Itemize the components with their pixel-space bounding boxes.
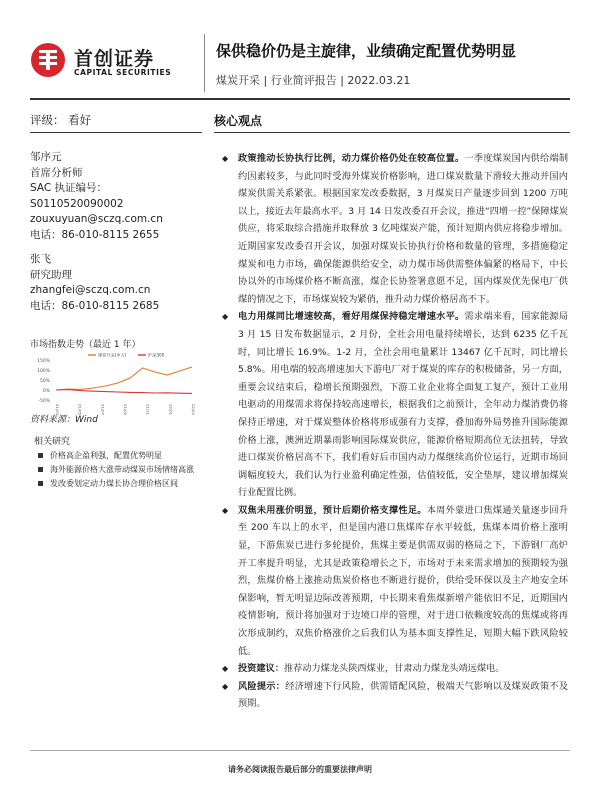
subtitle-industry: 煤炭开采: [216, 74, 260, 87]
analyst-phone: 电话：86-010-8115 2655: [30, 228, 160, 241]
analyst-email: zouxuyuan@sczq.com.cn: [30, 213, 163, 225]
right-rule: [214, 132, 570, 133]
core-views-body: [224, 150, 568, 713]
paragraph-policy: [224, 150, 568, 308]
paragraph-lead: 风险提示：: [238, 680, 286, 692]
x-tick-label: 22/01: [168, 404, 174, 415]
related-item[interactable]: 价格高企盈利强，配置优势明显: [38, 450, 203, 462]
paragraph-text: 本周外蒙进口焦煤通关量逐步回升至 200 车以上的水平，但是国内港口焦煤库存水平较低，焦煤本周价格上涨明显，下游焦炭已进行多轮提价，焦煤主要是供需双弱的格局之下，下游钢厂高炉开工率提升明显，尤其是政策稳增长之下，市场对于未来需求增加的预期较为强烈，焦煤价格上涨推动焦炭价格也不断进行提价，供给受环保以及主产地安全环保影响，暂无明显边际改善预期，中长期来看焦煤新增产能依旧不足，近期国内疫情影响，预计将加强对于边境口岸的管理，对于进口依赖度较高的焦煤或将再次形成制约，双焦价格涨价之后我们认为基本面支撑性足，短期大幅下跌风险较低。: [238, 504, 569, 657]
y-tick-label: 0%: [42, 389, 50, 394]
paragraph-lead: 电力用煤同比增速较高，看好用煤保持稳定增速水平。: [238, 311, 465, 323]
analyst-2: [30, 252, 159, 314]
report-title: 保供稳价仍是主旋律，业绩确定配置优势明显: [216, 42, 517, 60]
analyst-cert: S0110520090002: [30, 197, 124, 210]
bullet-icon: ◆: [222, 312, 229, 322]
x-tick-label: 22/03: [191, 404, 196, 415]
analyst-name: 张飞: [30, 253, 51, 265]
subtitle-date: 2022.03.21: [347, 74, 411, 87]
rating-value: 看好: [68, 113, 92, 127]
paragraph-investment-advice: [224, 660, 568, 678]
related-research-title: 相关研究: [34, 437, 71, 447]
series-line: [56, 367, 192, 390]
rating: [30, 112, 91, 128]
section-title: 核心观点: [214, 114, 263, 128]
left-rule: [30, 132, 202, 133]
logo-english-text: CAPITAL SECURITIES: [74, 68, 172, 77]
bullet-icon: ◆: [222, 154, 229, 163]
rating-label: 评级：: [30, 113, 65, 127]
legend-label: 煤炭开采(申万): [98, 352, 127, 358]
paragraph-text: 经济增速下行风险，供需错配风险，极端天气影响以及煤炭政策不及预期。: [238, 680, 569, 710]
analyst-title: 研究助理: [30, 268, 72, 281]
analyst-title: 首席分析师: [30, 166, 83, 179]
x-tick-label: 21/11: [145, 404, 151, 415]
paragraph-text: 推荐动力煤龙头陕西煤业，甘肃动力煤龙头靖远煤电。: [283, 663, 505, 675]
report-subtitle: 煤炭开采 | 行业简评报告 | 2022.03.21: [216, 74, 411, 87]
y-tick-label: 100%: [37, 369, 50, 374]
footer-rule: [30, 750, 570, 751]
paragraph-text: 一季度煤炭国内供给端制约因素较多，与此同时受海外煤炭价格影响，进口煤炭数量下滑较大推动并国内煤炭供需关系紧张。根据国家发改委数据，3 月煤炭日产量逐步回到 1200 万吨以上，接近去年最高水平。3 月 14 日发改委召开会议，推进“四增一控”保障煤炭供应，将采取综合措施并取释放 3 亿吨煤炭产能，预计短期内供应将稳步增加。近期国家发改委召开会议，加强对煤炭长协执行价格和数量的管理，多措施稳定煤炭和电力市场，确保能源供给安全，动力煤市场供需整体偏紧的格局下，中长协以外的市场煤价格不断高涨，煤企长协签署意愿不足，国内煤炭优先保电厂供煤的情况之下，市场煤炭较为紧俏，推升动力煤价格居高不下。: [238, 153, 569, 305]
related-item[interactable]: 海外能源价格大涨带动煤炭市场情绪高涨: [38, 464, 203, 476]
analyst-name: 邹序元: [30, 151, 62, 163]
series-line: [56, 390, 192, 394]
bullet-icon: ◆: [222, 681, 229, 691]
header-rule: [30, 98, 570, 100]
legend-label: 沪深300: [148, 352, 165, 358]
chart-title: 市场指数走势（最近 1 年）: [30, 340, 141, 350]
analyst-cert-label: SAC 执证编号：: [30, 182, 108, 194]
bullet-icon: ◆: [222, 664, 229, 674]
y-tick-label: 50%: [39, 379, 50, 384]
legal-disclaimer-note: 请务必阅读报告最后部分的重要法律声明: [228, 765, 372, 774]
bullet-icon: ◆: [222, 505, 229, 515]
y-tick-label: -50%: [38, 399, 50, 404]
x-tick-label: 21/07: [100, 404, 106, 415]
paragraph-lead: 政策推动长协执行比例，动力煤价格仍处在较高位置。: [238, 153, 465, 164]
analyst-phone: 电话：86-010-8115 2685: [30, 299, 160, 312]
x-tick-label: 21/05: [77, 404, 83, 415]
analyst-email: zhangfei@sczq.com.cn: [30, 284, 151, 296]
x-tick-label: 21/09: [123, 404, 128, 415]
header-divider: [204, 34, 205, 92]
paragraph-lead: 双焦未用涨价明显，预计后期价格支撑性足。: [238, 504, 427, 516]
paragraph-text: 需求端来看，国家能源局 3 月 15 日发布数据显示，2 月份，全社会用电量持续增长，达到 6235 亿千瓦时，同比增长 16.9%。1-2 月，全社会用电量累计 13467 亿千瓦时，同比增长 5.8%。用电端的较高增速加大下游电厂对于煤炭的库存的积极储备，另一方面，重要会议结束后，稳增长预期强烈，下游工业企业将全面复工复产，预计工业用电驱动的用煤需求将保持较高速增长，根据我们之前预计，全年动力煤消费仍将保持正增速，对于煤炭整体价格将形成强有力支撑，叠加海外局势推升国际能源价格上涨，澳洲近期暴雨影响国际煤炭供应，能源价格短期高位无法扭转，导致进口煤炭价格居高不下，我们看好后市国内动力煤继续高价位运行，近期市场回调幅度较大，我们认为行业盈利确定性强，估值较低，安全垫厚，建议增加煤炭行业配置比例。: [238, 311, 569, 499]
paragraph-power-demand: [224, 308, 568, 502]
analyst-1: [30, 150, 163, 243]
company-logo: [30, 40, 200, 80]
x-tick-label: 21/03: [55, 404, 60, 415]
market-index-chart: [30, 350, 200, 420]
paragraph-coking-coal: [224, 502, 568, 660]
related-item[interactable]: 发改委划定动力煤长协合理价格区间: [38, 478, 203, 490]
paragraph-lead: 投资建议：: [238, 663, 284, 675]
capital-securities-logo-mark: [30, 42, 66, 78]
subtitle-report-type: 行业简评报告: [270, 74, 337, 87]
data-source: 资料来源：Wind: [30, 415, 98, 425]
related-research-list: [38, 450, 203, 492]
logo-chinese-text: 首创证券: [74, 48, 155, 70]
paragraph-risk-warning: [224, 678, 568, 713]
y-tick-label: 150%: [37, 359, 50, 364]
